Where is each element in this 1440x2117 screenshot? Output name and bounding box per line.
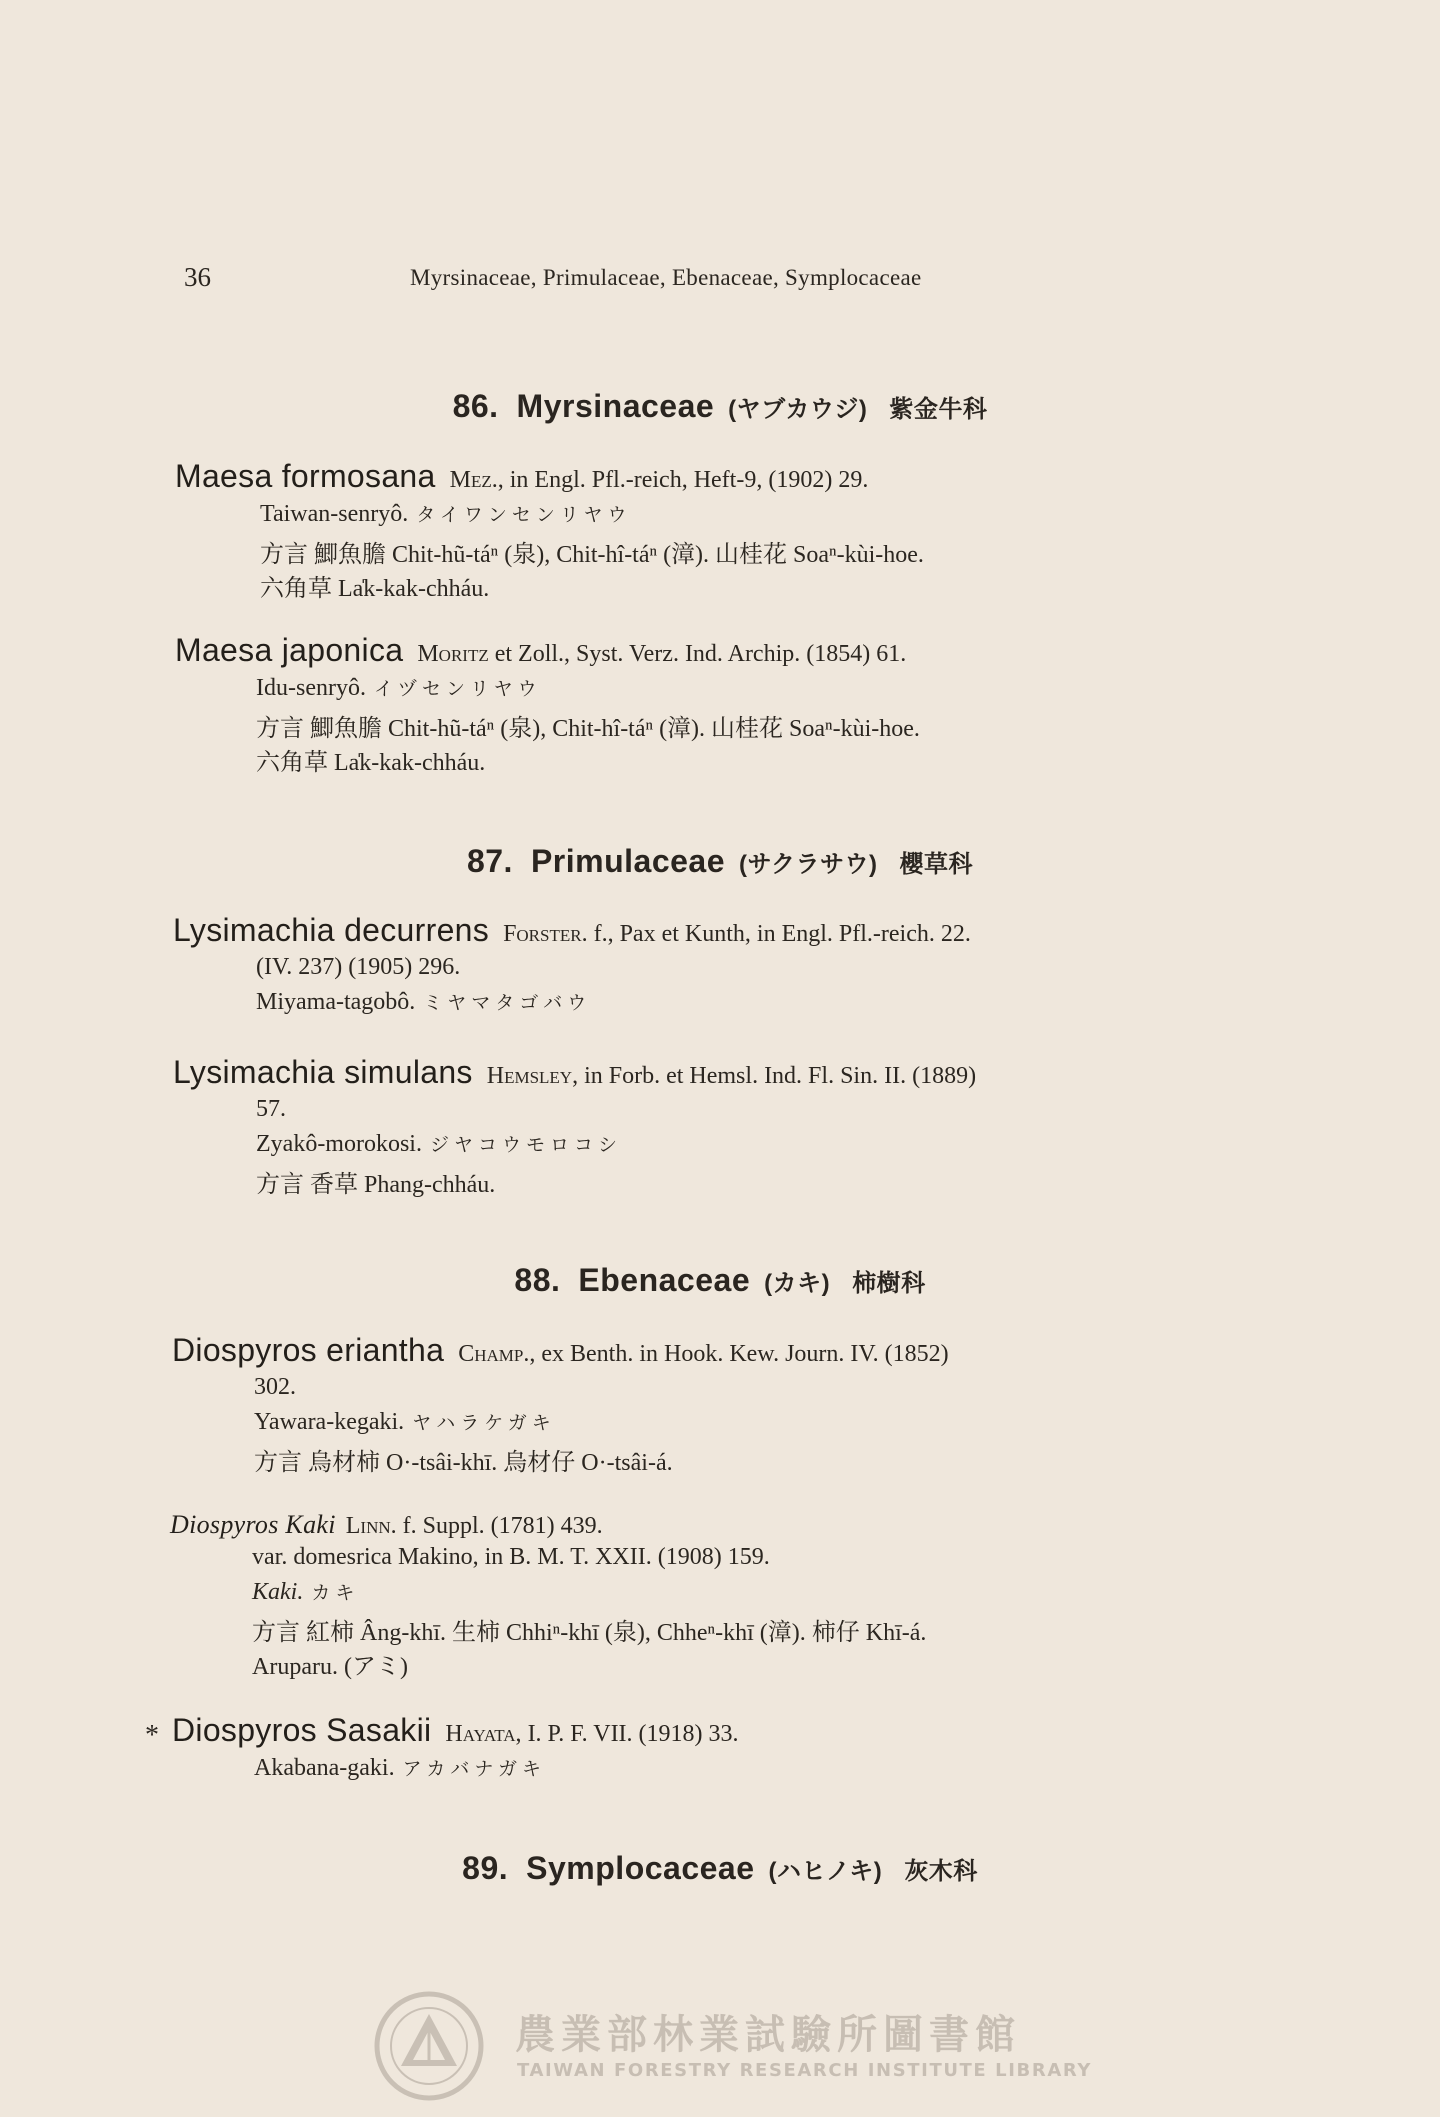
japanese-name-line <box>260 500 632 528</box>
species-citation: , in Engl. Pfl.-reich, Heft-9, (1902) 29. <box>497 467 869 493</box>
library-name-chinese: 農業部林業試驗所圖書館 <box>515 2012 1021 2058</box>
species-heading <box>172 1712 739 1749</box>
endemic-marker: * <box>145 1720 159 1751</box>
japanese-kana: イヅセンリヤウ <box>373 679 542 700</box>
variety-line: var. domesrica Makino, in B. M. T. XXII. (1908) 159. <box>252 1544 770 1570</box>
family-chinese: 櫻草科 <box>899 851 974 878</box>
family-heading-primulaceae <box>0 843 1440 880</box>
species-author: Moritz <box>417 641 489 667</box>
family-name: Symplocaceae <box>526 1850 755 1886</box>
species-author: Hayata, <box>445 1721 522 1747</box>
japanese-romaji: Idu-senryô. <box>256 675 366 701</box>
forestry-institute-seal-icon <box>373 1990 485 2102</box>
japanese-name-line <box>256 674 542 702</box>
family-heading-ebenaceae <box>0 1262 1440 1299</box>
japanese-kana: カキ <box>311 1583 360 1604</box>
japanese-kana: アカバナガキ <box>402 1759 547 1780</box>
species-name: Maesa formosana <box>175 458 436 494</box>
species-heading <box>175 458 868 495</box>
library-name-english: TAIWAN FORESTRY RESEARCH INSTITUTE LIBRARY <box>517 2060 1092 2081</box>
species-citation: f. Suppl. (1781) 439. <box>396 1513 603 1539</box>
species-author: Linn. <box>345 1513 397 1539</box>
dialect-line: 方言 鯽魚膽 Chit-hũ-táⁿ (泉), Chit-hî-táⁿ (漳). 山桂花 Soaⁿ-kùi-hoe. <box>256 716 920 742</box>
family-name: Primulaceae <box>530 843 725 879</box>
species-citation: f., Pax et Kunth, in Engl. Pfl.-reich. 22. <box>587 921 971 947</box>
japanese-name-line <box>254 1408 556 1436</box>
japanese-name-line <box>254 1754 546 1782</box>
species-author: Hemsley, <box>486 1063 579 1089</box>
japanese-name-line <box>252 1578 359 1606</box>
species-author: Forster. <box>503 921 588 947</box>
species-heading <box>172 1332 949 1369</box>
japanese-kana: タイワンセンリヤウ <box>416 505 632 526</box>
family-number: 86. <box>452 388 499 424</box>
species-name: Lysimachia simulans <box>173 1054 473 1090</box>
japanese-kana: ヤハラケガキ <box>412 1413 556 1434</box>
species-author: Champ., <box>458 1341 536 1367</box>
family-kana: (ヤブカウジ) <box>728 396 868 423</box>
family-heading-myrsinaceae <box>0 388 1440 425</box>
japanese-kana: ジヤコウモロコシ <box>429 1135 622 1156</box>
dialect-line: 方言 紅柿 Âng-khī. 生柿 Chhiⁿ-khī (泉), Chheⁿ-khī (漳). 柿仔 Khī-á. <box>252 1620 927 1646</box>
species-name: Lysimachia decurrens <box>173 912 490 948</box>
japanese-name-line <box>256 1130 622 1158</box>
running-title: Myrsinaceae, Primulaceae, Ebenaceae, Symplocaceae <box>410 265 922 290</box>
family-kana: (ハヒノキ) <box>768 1858 883 1885</box>
page-number: 36 <box>184 262 211 292</box>
species-name: Diospyros Kaki <box>170 1510 336 1539</box>
japanese-kana: ミヤマタゴバウ <box>423 993 592 1014</box>
family-chinese: 灰木科 <box>904 1858 978 1885</box>
citation-continuation: 302. <box>254 1374 296 1400</box>
japanese-romaji: Akabana-gaki. <box>254 1755 395 1781</box>
species-heading <box>175 632 906 669</box>
japanese-romaji: Miyama-tagobô. <box>256 989 416 1015</box>
family-number: 88. <box>514 1262 561 1298</box>
dialect-line: 方言 香草 Phang-chháu. <box>256 1172 496 1198</box>
dialect-line: 六角草 La̍k-kak-chháu. <box>260 576 490 602</box>
family-kana: (サクラサウ) <box>739 851 878 878</box>
family-kana: (カキ) <box>764 1270 831 1297</box>
japanese-name-line <box>256 988 591 1016</box>
species-name: Maesa japonica <box>175 632 404 668</box>
family-number: 87. <box>466 843 513 879</box>
japanese-romaji: Kaki. <box>252 1579 304 1605</box>
family-chinese: 紫金牛科 <box>889 396 988 423</box>
species-author: Mez. <box>449 467 498 493</box>
species-citation: in Forb. et Hemsl. Ind. Fl. Sin. II. (1889) <box>578 1063 977 1089</box>
family-number: 89. <box>462 1850 509 1886</box>
japanese-romaji: Taiwan-senryô. <box>260 501 409 527</box>
species-name: Diospyros eriantha <box>172 1332 445 1368</box>
species-citation: I. P. F. VII. (1918) 33. <box>521 1721 739 1747</box>
running-head <box>0 262 1440 296</box>
species-heading <box>173 912 971 949</box>
family-name: Ebenaceae <box>578 1262 751 1298</box>
species-heading <box>170 1510 603 1540</box>
family-chinese: 柿樹科 <box>852 1270 926 1297</box>
dialect-line: 六角草 La̍k-kak-chháu. <box>256 750 486 776</box>
family-name: Myrsinaceae <box>516 388 715 424</box>
dialect-line: 方言 烏材柿 O·-tsâi-khī. 烏材仔 O·-tsâi-á. <box>254 1450 673 1476</box>
citation-continuation: (IV. 237) (1905) 296. <box>256 954 461 980</box>
species-name: Diospyros Sasakii <box>172 1712 432 1748</box>
species-heading <box>173 1054 976 1091</box>
japanese-romaji: Yawara-kegaki. <box>254 1409 405 1435</box>
species-citation: et Zoll., Syst. Verz. Ind. Archip. (1854) 61. <box>488 641 907 667</box>
japanese-romaji: Zyakô-morokosi. <box>256 1131 422 1157</box>
aboriginal-name-line: Aruparu. (アミ) <box>252 1654 408 1680</box>
citation-continuation: 57. <box>256 1096 286 1122</box>
dialect-line: 方言 鯽魚膽 Chit-hũ-táⁿ (泉), Chit-hî-táⁿ (漳). 山桂花 Soaⁿ-kùi-hoe. <box>260 542 924 568</box>
family-heading-symplocaceae <box>0 1850 1440 1887</box>
species-citation: ex Benth. in Hook. Kew. Journ. IV. (1852) <box>535 1341 949 1367</box>
